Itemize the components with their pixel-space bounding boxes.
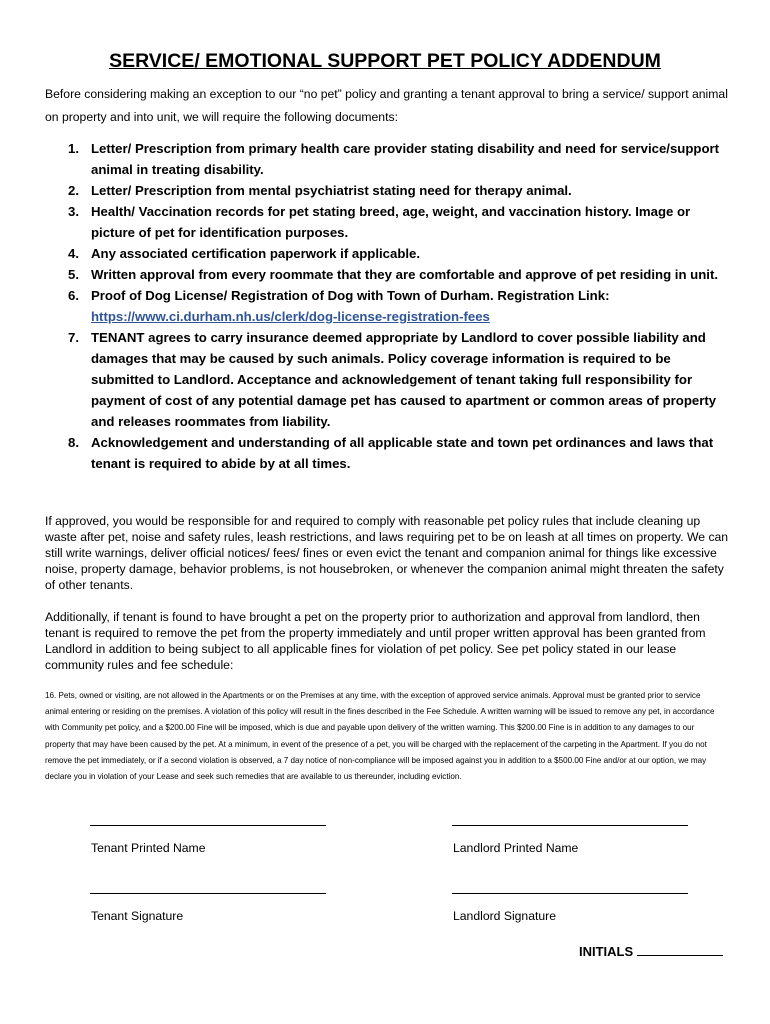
requirement-item — [68, 432, 728, 474]
landlord-printed-name-label: Landlord Printed Name — [453, 841, 579, 855]
approval-paragraph: If approved, you would be responsible for and required to comply with reasonable pet policy rules that include cleaning up waste after pet, noise and safety rules, leash restrictions, and laws requiring pet to be on leash at all times on property. We can still write warnings, deliver official notices/ fees/ fines or even evict the tenant and companion animal for things like excessive noise, property damage, behavior problems, is not housebroken, or whenever the companion animal might threaten the safety of other tenants. — [45, 514, 729, 592]
requirement-text: Letter/ Prescription from mental psychiatrist stating need for therapy animal. — [91, 183, 572, 198]
requirement-item — [68, 327, 728, 432]
requirement-number: 5. — [68, 267, 79, 282]
requirement-number: 3. — [68, 204, 79, 219]
requirement-text: TENANT agrees to carry insurance deemed appropriate by Landlord to cover possible liability and damages that may be caused by such animals. Policy coverage information is required to be submitted to Landlord. Acceptance and acknowledgement of tenant taking full responsibility for payment of cost of any potential damage pet has caused to apartment or common areas of property and releases roommates from liability. — [91, 330, 717, 429]
requirement-text: Proof of Dog License/ Registration of Dog with Town of Durham. Registration Link: — [91, 288, 610, 303]
requirements-list — [68, 138, 728, 474]
requirement-text: Any associated certification paperwork if applicable. — [91, 246, 421, 261]
landlord-signature-label: Landlord Signature — [453, 909, 556, 923]
initials-line[interactable] — [637, 942, 723, 956]
requirement-number: 6. — [68, 288, 79, 303]
initials-label: INITIALS — [579, 944, 634, 959]
tenant-signature-label: Tenant Signature — [91, 909, 184, 923]
requirement-item — [68, 138, 728, 180]
lease-rule-16: 16. Pets, owned or visiting, are not allowed in the Apartments or on the Premises at any time, with the exception of approved service animals. Approval must be granted prior to service animal entering or residing on the premises. A violation of this policy will result in the fines described in the Fee Schedule. A written warning will be issued to remove any pet, in accordance with Community pet policy, and a $200.00 Fine will be imposed, which is due and payable upon delivery of the written warning. This $200.00 Fine is in addition to any damages to our property that may have been caused by the pet. At a minimum, in event of the presence of a pet, you will be charged with the replacement of the carpeting in the Apartment. If you do not remove the pet immediately, or if a second violation is observed, a 7 day notice of non-compliance will be imposed against you in addition to a $500.00 Fine and/or at our option, we may declare you in violation of your Lease and seek such remedies that are available to us thereunder, including eviction. — [45, 691, 715, 782]
tenant-printed-name-label: Tenant Printed Name — [91, 841, 206, 855]
document-title: SERVICE/ EMOTIONAL SUPPORT PET POLICY ADDENDUM — [109, 50, 661, 72]
requirement-text: Written approval from every roommate that they are comfortable and approve of pet residing in unit. — [91, 267, 719, 282]
intro-paragraph: Before considering making an exception to our “no pet” policy and granting a tenant approval to bring a service/ support animal on property and into unit, we will require the following documents: — [45, 87, 728, 124]
requirement-item — [68, 285, 728, 327]
requirement-item — [68, 264, 728, 285]
requirement-number: 7. — [68, 330, 79, 345]
requirement-text: Health/ Vaccination records for pet stating breed, age, weight, and vaccination history. Image or picture of pet for identification purposes. — [91, 204, 691, 240]
landlord-printed-name-line[interactable] — [452, 825, 688, 826]
requirement-text: Acknowledgement and understanding of all applicable state and town pet ordinances and laws that tenant is required to abide by at all times. — [91, 435, 714, 471]
unauthorized-pet-paragraph: Additionally, if tenant is found to have brought a pet on the property prior to authorization and approval from landlord, then tenant is required to remove the pet from the property immediately and until proper written approval has been granted from Landlord in addition to being subject to all applicable fines for violation of pet policy. See pet policy stated in our lease community rules and fee schedule: — [45, 610, 706, 672]
requirement-number: 4. — [68, 246, 79, 261]
initials-field — [579, 942, 723, 959]
requirement-item — [68, 180, 728, 201]
tenant-printed-name-line[interactable] — [90, 825, 326, 826]
requirement-number: 8. — [68, 435, 79, 450]
requirement-item — [68, 243, 728, 264]
requirement-item — [68, 201, 728, 243]
requirement-number: 1. — [68, 141, 79, 156]
requirement-text: Letter/ Prescription from primary health care provider stating disability and need for service/support animal in treating disability. — [91, 141, 720, 177]
dog-registration-link[interactable]: https://www.ci.durham.nh.us/clerk/dog-license-registration-fees — [91, 309, 490, 324]
tenant-signature-line[interactable] — [90, 893, 326, 894]
requirement-number: 2. — [68, 183, 79, 198]
landlord-signature-line[interactable] — [452, 893, 688, 894]
